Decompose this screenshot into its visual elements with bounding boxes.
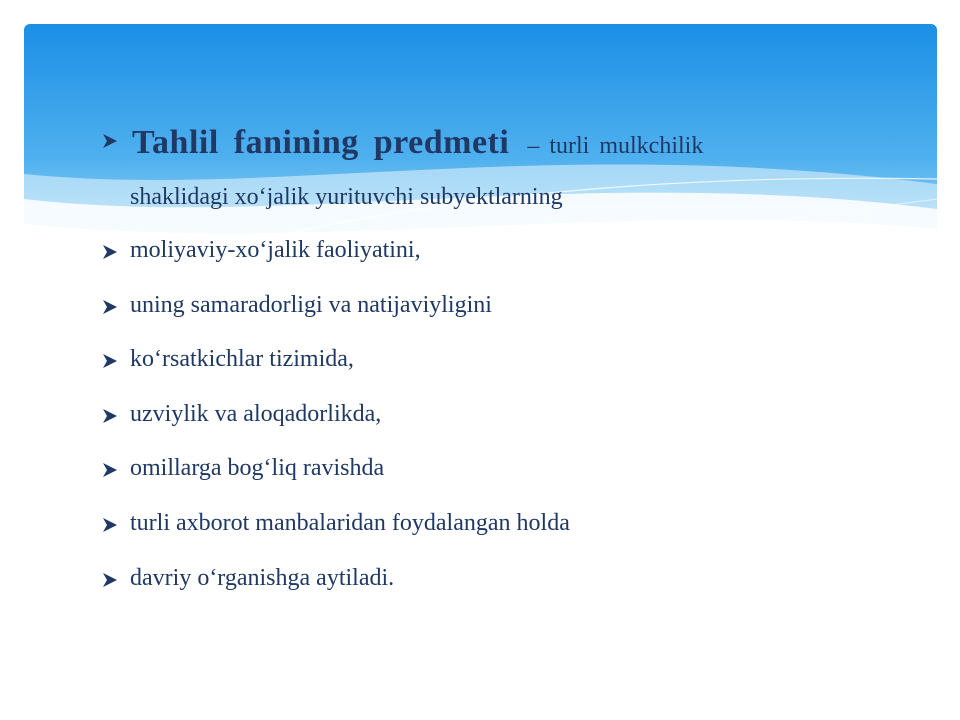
bullet-text: davriy o‘rganishga aytiladi.: [130, 564, 395, 591]
title-continuation: shaklidagi xo‘jalik yurituvchi subyektlarning: [130, 184, 563, 210]
arrow-bullet-icon: [102, 299, 118, 315]
slide-title: [112, 124, 862, 162]
title-rest-text: – turli mulkchilik: [527, 133, 704, 159]
arrow-bullet-icon: [102, 572, 118, 588]
bullet-text: moliyaviy-xo‘jalik faoliyatini,: [130, 237, 421, 263]
bullet-text: uzviylik va aloqadorlikda,: [130, 400, 382, 427]
arrow-bullet-icon: [102, 517, 118, 533]
bullet-text: ko‘rsatkichlar tizimida,: [130, 346, 354, 373]
title-bold-text: Tahlil fanining predmeti: [132, 124, 510, 161]
arrow-bullet-icon: [102, 408, 118, 424]
bullet-text: uning samaradorligi va natijaviyligini: [130, 291, 492, 318]
arrow-bullet-icon: [102, 462, 118, 478]
bullet-text: omillarga bog‘liq ravishda: [130, 455, 385, 482]
bullet-text: turli axborot manbalaridan foydalangan holda: [130, 509, 570, 536]
arrow-bullet-icon: [102, 133, 118, 149]
arrow-bullet-icon: [102, 353, 118, 369]
arrow-bullet-icon: [102, 244, 118, 260]
